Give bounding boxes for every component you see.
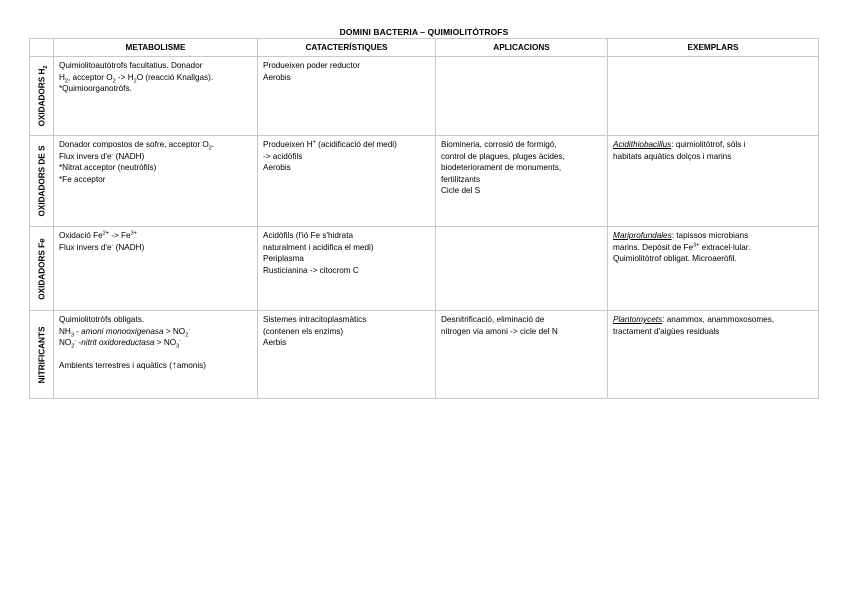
table-row-oxidadors-h2 (30, 57, 819, 136)
metabolisme-cell: Quimiolitotròfs obligats. $NH_3$ - amoni monooxigenasa > $NO_2^-$ $NO_2^-$ -nitrit oxidoreductasa > $NO_3^-$ Ambients terrestres i aquàtics (↑amonis) (54, 311, 258, 399)
header-row (30, 39, 819, 57)
exemplars-cell (608, 57, 819, 136)
table-row-oxidadors-fe (30, 227, 819, 311)
table-row-oxidadors-s (30, 136, 819, 227)
organism-name: Acidithiobacillus (613, 140, 672, 149)
exemplars-cell: Mariprofundales: tapissos microbians marins. Depòsit de $Fe^{3+}$ extracel·lular. Quimiolitòtrof obligat. Microaeròfil. (608, 227, 819, 311)
caracteristiques-cell: Acidòfils (l'ió Fe s'hidrata naturalment i acidifica el medi) Periplasma Rusticianina -> citocrom C (258, 227, 436, 311)
caracteristiques-cell: Produeixen H+ (acidificació del medi) -> acidòfils Aerobis (258, 136, 436, 227)
page-title: DOMINI BACTERIA – QUIMIOLITÒTROFS (339, 27, 509, 37)
aplicacions-cell: Biomineria, corrosió de formigó, control de plagues, pluges àcides, biodeteriorament de monuments, fertilitzants Cicle del S (436, 136, 608, 227)
caracteristiques-cell: Sistemes intracitoplasmàtics (contenen els enzims) Aerbis (258, 311, 436, 399)
exemplars-cell: Acidithiobacillus: quimiolitòtrof, sòls i habitats aquàtics dolços i marins (608, 136, 819, 227)
caracteristiques-cell: Produeixen poder reductor Aerobis (258, 57, 436, 136)
aplicacions-cell (436, 227, 608, 311)
header-empty (30, 39, 54, 57)
exemplars-cell: Plantomycets: anammox, anammoxosomes, tractament d'aigües residuals (608, 311, 819, 399)
row-label-nitrificants: NITRIFICANTS (30, 311, 54, 399)
aplicacions-cell: Desnitrificació, eliminació de nitrogen via amoni -> cicle del N (436, 311, 608, 399)
row-label-oxidadors-s: OXIDADORS DE S (30, 136, 54, 227)
metabolisme-cell: Oxidació $Fe^{2+} -> Fe^{3+}$ Flux invers d'e- (NADH) (54, 227, 258, 311)
row-label-oxidadors-h2: OXIDADORS $H_2$ (30, 57, 54, 136)
organism-name: Plantomycets (613, 315, 663, 324)
arrow-up-icon: ↑ (171, 359, 177, 371)
aplicacions-cell (436, 57, 608, 136)
chemolithotroph-table (29, 38, 819, 399)
table-row-nitrificants (30, 311, 819, 399)
header-caracteristiques: CATACTERÍSTIQUES (258, 39, 436, 57)
header-metabolisme: METABOLISME (54, 39, 258, 57)
metabolisme-cell: Donador compostos de sofre, acceptor $O_2$. Flux invers d'e- (NADH) *Nitrat acceptor (neutròfils) *Fe acceptor (54, 136, 258, 227)
metabolisme-cell: Quimiolitoautòtrofs facultatius. Donador $H_2$, acceptor $O_2 -> H_2O$ (reacció Knallgas). *Quimioorganotròfs. (54, 57, 258, 136)
header-exemplars: EXEMPLARS (608, 39, 819, 57)
header-aplicacions: APLICACIONS (436, 39, 608, 57)
row-label-oxidadors-fe: OXIDADORS Fe (30, 227, 54, 311)
organism-name: Mariprofundales (613, 231, 672, 240)
